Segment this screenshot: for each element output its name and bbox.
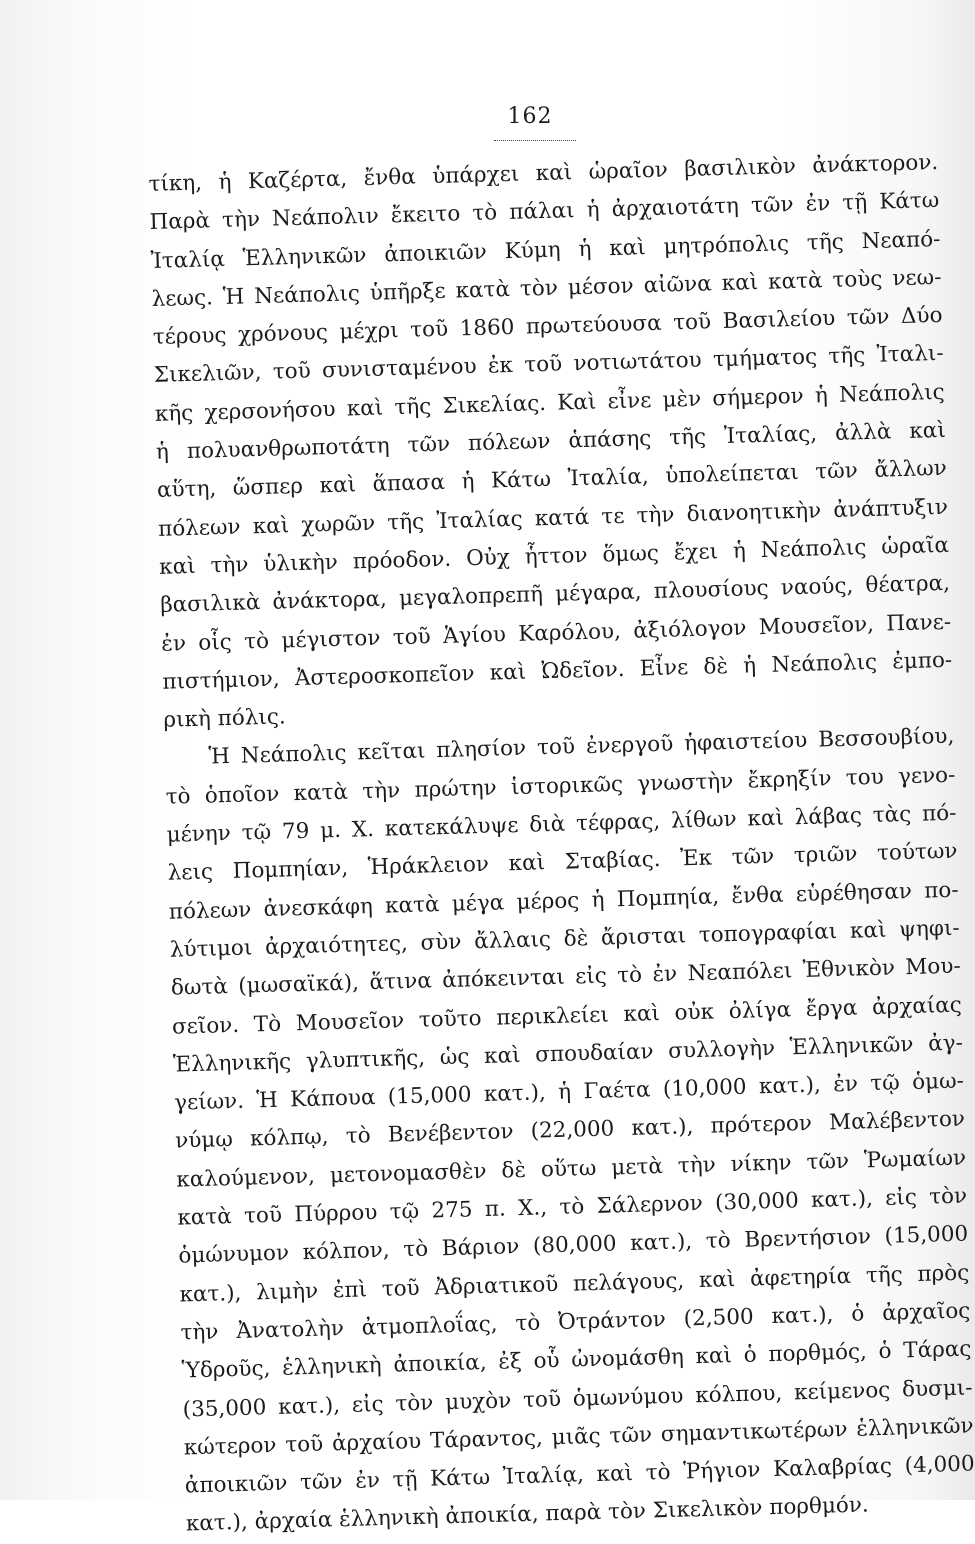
text-line: Ὑδροῦς, ἑλληνικὴ ἀποικία, ἐξ οὗ ὠνομάσθη καὶ ὁ πορθμός, ὁ Τάρας [181, 1336, 972, 1384]
text-line: Παρὰ τὴν Νεάπολιν ἔκειτο τὸ πάλαι ἡ ἀρχαιοτάτη τῶν ἐν τῇ Κάτω [149, 188, 940, 236]
text-line: λύτιμοι ἀρχαιότητες, σὺν ἄλλαις δὲ ἄρισται τοπογραφίαι καὶ ψηφι- [169, 915, 960, 963]
text-line: κατὰ τοῦ Πύρρου τῷ 275 π. Χ., τὸ Σάλερνον (30,000 κατ.), εἰς τὸν [177, 1183, 968, 1231]
text-line: τὴν Ἀνατολὴν ἀτμοπλοΐας, τὸ Ὀτράντον (2,500 κατ.), ὁ ἀρχαῖος [180, 1298, 971, 1346]
text-line: (35,000 κατ.), εἰς τὸν μυχὸν τοῦ ὁμωνύμου κόλπου, κείμενος δυσμι- [182, 1374, 973, 1423]
text-line: δωτὰ (μωσαϊκά), ἅτινα ἀπόκεινται εἰς τὸ ἐν Νεαπόλει Ἐθνικὸν Μου- [170, 953, 962, 1001]
text-line: πόλεων καὶ χωρῶν τῆς Ἰταλίας κατά τε τὴν διανοητικὴν ἀνάπτυξιν [157, 494, 949, 542]
text-line: νύμῳ κόλπῳ, τὸ Βενέβεντον (22,000 κατ.), πρότερον Μαλέβεντον [174, 1106, 966, 1155]
text-line: Ἡ Νεάπολις κεῖται πλησίον τοῦ ἐνεργοῦ ἡφαιστείου Βεσσουβίου, [208, 724, 955, 770]
text-line: αὕτη, ὥσπερ καὶ ἅπασα ἡ Κάτω Ἰταλία, ὑπολείπεται τῶν ἄλλων [156, 456, 948, 504]
text-line: Ἑλληνικῆς γλυπτικῆς, ὡς καὶ σπουδαίαν συλλογὴν Ἑλληνικῶν ἀγ- [172, 1030, 964, 1078]
text-line: κατ.), λιμὴν ἐπὶ τοῦ Ἀδριατικοῦ πελάγους, καὶ ἀφετηρία τῆς πρὸς [179, 1260, 970, 1308]
text-line: μένην τῷ 79 μ. Χ. κατεκάλυψε διὰ τέφρας, λίθων καὶ λάβας τὰς πό- [166, 800, 957, 848]
text-line: κατ.), ἀρχαία ἑλληνικὴ ἀποικία, παρὰ τὸν Σικελικὸν πορθμόν. [185, 1492, 870, 1537]
text-line: καὶ τὴν ὑλικὴν πρόοδον. Οὐχ ἧττον ὅμως ἔχει ἡ Νεάπολις ὡραῖα [158, 532, 950, 580]
text-line: τίκη, ἡ Καζέρτα, ἔνθα ὑπάρχει καὶ ὡραῖον βασιλικὸν ἀνάκτορον. [148, 149, 939, 197]
text-line: καλούμενον, μετονομασθὲν δὲ οὕτω μετὰ τὴν νίκην τῶν Ῥωμαίων [175, 1145, 967, 1193]
text-line: Σικελιῶν, τοῦ συνισταμένου ἐκ τοῦ νοτιωτάτου τμήματος τῆς Ἰταλι- [153, 341, 944, 389]
text-line: ὁμώνυμον κόλπον, τὸ Βάριον (80,000 κατ.), τὸ Βρεντήσιον (15,000 [178, 1221, 969, 1269]
text-line: λεις Πομπηίαν, Ἡράκλειον καὶ Σταβίας. Ἐκ τῶν τριῶν τούτων [167, 839, 958, 887]
text-line: ἀποικιῶν τῶν ἐν τῇ Κάτω Ἰταλίᾳ, καὶ τὸ Ῥήγιον Καλαβρίας (4,000 [184, 1451, 975, 1499]
text-line: ἡ πολυανθρωποτάτη τῶν πόλεων ἁπάσης τῆς Ἰταλίας, ἀλλὰ καὶ [155, 417, 947, 465]
text-line: πόλεων ἀνεσκάφη κατὰ μέγα μέρος ἡ Πομπηία, ἔνθα εὑρέθησαν πο- [168, 877, 959, 925]
page-number: 162 [507, 104, 553, 129]
text-line: τὸ ὁποῖον κατὰ τὴν πρώτην ἱστορικῶς γνωστὴν ἔκρηξίν του γενο- [165, 762, 956, 810]
text-line: ἐν οἷς τὸ μέγιστον τοῦ Ἁγίου Καρόλου, ἀξιόλογον Μουσεῖον, Πανε- [160, 609, 952, 657]
text-line: Ἰταλίᾳ Ἑλληνικῶν ἀποικιῶν Κύμη ἡ καὶ μητρόπολις τῆς Νεαπό- [150, 226, 941, 274]
body-text [148, 144, 975, 1544]
text-line: λεως. Ἡ Νεάπολις ὑπῆρξε κατὰ τὸν μέσον αἰῶνα καὶ κατὰ τοὺς νεω- [151, 264, 942, 312]
text-line: γείων. Ἡ Κάπουα (15,000 κατ.), ἡ Γαέτα (10,000 κατ.), ἐν τῷ ὁμω- [173, 1068, 965, 1116]
text-line: τέρους χρόνους μέχρι τοῦ 1860 πρωτεύουσα τοῦ Βασιλείου τῶν Δύο [152, 303, 943, 351]
header-rule [494, 140, 576, 141]
text-line: βασιλικὰ ἀνάκτορα, μεγαλοπρεπῆ μέγαρα, πλουσίους ναούς, θέατρα, [159, 571, 951, 619]
text-line: σεῖον. Τὸ Μουσεῖον τοῦτο περικλείει καὶ οὐκ ὀλίγα ἔργα ἀρχαίας [171, 992, 963, 1040]
text-line: πιστήμιον, Ἀστεροσκοπεῖον καὶ Ὠδεῖον. Εἶνε δὲ ἡ Νεάπολις ἐμπο- [162, 647, 953, 695]
text-line: κῆς χερσονήσου καὶ τῆς Σικελίας. Καὶ εἶνε μὲν σήμερον ἡ Νεάπολις [154, 379, 945, 427]
text-line: κώτερον τοῦ ἀρχαίου Τάραντος, μιᾶς τῶν σημαντικωτέρων ἑλληνικῶν [183, 1413, 974, 1461]
text-line: ρικὴ πόλις. [163, 704, 287, 733]
